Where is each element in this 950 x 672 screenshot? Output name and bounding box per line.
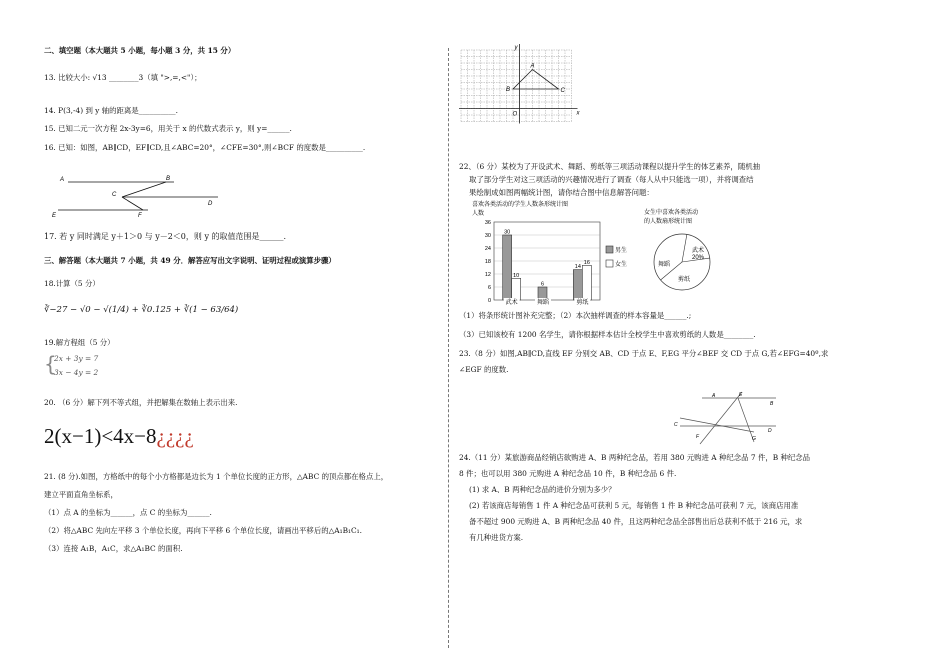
question-21-line2: 建立平面直角坐标系， bbox=[44, 490, 118, 499]
question-24-line2: 8 件；也可以用 380 元购进 A 种纪念品 10 件，B 种纪念品 6 件. bbox=[459, 469, 677, 478]
question-23-line1: 23.（8 分）如图,AB∥CD,直线 EF 分别交 AB、CD 于点 E、F,EG 平分∠BEF 交 CD 于点 G,若∠EFG=40º,求 bbox=[459, 349, 829, 358]
legend-swatch-男生 bbox=[606, 246, 613, 253]
vertex-b-label: B bbox=[506, 87, 511, 93]
label-f: F bbox=[138, 213, 142, 219]
vertex-a-label: A bbox=[530, 63, 535, 70]
y-tick-label: 0 bbox=[487, 298, 491, 304]
x-tick-label: 舞蹈 bbox=[536, 300, 550, 306]
label-d: D bbox=[768, 428, 772, 434]
question-18-expression: ∛−27 − √0 − √(1/4) + ∛0.125 + ∛(1 − 63/64) bbox=[44, 305, 239, 315]
question-24-part2-line2: 备不超过 900 元购进 A、B 两种纪念品 40 件，且这两种纪念品全部售出后总获利不低于 216 元，求 bbox=[469, 517, 803, 526]
bar-女生-武术 bbox=[512, 278, 521, 300]
line-cf bbox=[122, 197, 143, 210]
label-e: E bbox=[52, 213, 57, 219]
label-c: C bbox=[112, 192, 117, 198]
bar-value-label: 14 bbox=[574, 264, 581, 271]
figure-16 bbox=[48, 172, 228, 220]
bar-chart-title: 喜欢各类活动的学生人数条形统计图 bbox=[472, 202, 569, 208]
question-18: 18.计算（5 分） bbox=[44, 279, 100, 288]
x-tick-label: 剪纸 bbox=[576, 300, 589, 306]
equation-2: 3x − 4y = 2 bbox=[54, 368, 99, 377]
pie-slice-label: 舞蹈 bbox=[658, 262, 671, 268]
equation-system-brace: { bbox=[44, 352, 57, 376]
label-g: G bbox=[752, 436, 756, 442]
origin-label: O bbox=[512, 111, 518, 118]
question-22-line1: 22、（6 分）某校为了开设武术、舞蹈、剪纸等三项活动课程以提升学生的体艺素养，随机抽 bbox=[459, 162, 760, 171]
question-20: 20. （6 分）解下列不等式组，并把解集在数轴上表示出来. bbox=[44, 398, 238, 407]
bar-男生-武术 bbox=[503, 235, 512, 300]
bar-value-label: 6 bbox=[540, 281, 545, 288]
question-21-part1: （1）点 A 的坐标为______，点 C 的坐标为______. bbox=[44, 508, 212, 517]
figure-23 bbox=[672, 388, 780, 446]
question-17: 17. 若 y 同时满足 y＋1＞0 与 y－2＜0，则 y 的取值范围是______. bbox=[44, 232, 287, 241]
y-axis-label: y bbox=[514, 45, 518, 51]
y-tick-label: 24 bbox=[484, 246, 491, 252]
column-divider bbox=[448, 48, 449, 648]
line-cg bbox=[680, 418, 754, 432]
y-tick-label: 30 bbox=[484, 233, 491, 239]
question-22-part1: （1）将条形统计图补充完整；（2）本次抽样调查的样本容量是______.; bbox=[459, 311, 692, 320]
pie-chart bbox=[640, 206, 730, 296]
bar-chart-ylabel: 人数 bbox=[472, 211, 485, 217]
question-22-part3: （3）已知该校有 1200 名学生，请你根据样本估计全校学生中喜欢剪纸的人数是________. bbox=[459, 330, 756, 339]
bar-女生-剪纸 bbox=[582, 265, 591, 300]
question-14: 14. P(3,-4) 到 y 轴的距离是__________. bbox=[44, 106, 178, 115]
garbled-chars: ¿¿¿¿ bbox=[156, 424, 194, 448]
question-23-line2: ∠EGF 的度数. bbox=[459, 365, 509, 374]
bar-value-label: 30 bbox=[504, 229, 511, 236]
question-21-part2: （2）将△ABC 先向左平移 3 个单位长度，再向下平移 6 个单位长度，请画出平移后的△A₁B₁C₁. bbox=[44, 526, 362, 535]
bar-value-label: 16 bbox=[583, 259, 590, 266]
question-22-line3: 果绘制成如图两幅统计图，请你结合图中信息解答问题： bbox=[469, 188, 654, 197]
x-axis-label: x bbox=[576, 110, 580, 117]
label-c: C bbox=[674, 422, 678, 428]
bar-男生-剪纸 bbox=[573, 270, 582, 300]
line-ef bbox=[700, 392, 742, 444]
section3-title: 三、解答题（本大题共 7 小题，共 49 分．解答应写出文字说明、证明过程或演算步骤） bbox=[44, 256, 336, 265]
label-f: F bbox=[696, 434, 700, 440]
pie-chart-title-2: 的人数扇形统计图 bbox=[644, 219, 693, 225]
y-tick-label: 18 bbox=[484, 259, 491, 265]
question-22-line2: 取了部分学生对这三项活动的兴趣情况进行了调查（每人从中只能选一项），并将调查结 bbox=[469, 175, 754, 184]
inequality-text: 2(x−1)<4x−8 bbox=[44, 424, 157, 448]
y-tick-label: 6 bbox=[487, 285, 491, 291]
bar-value-label: 10 bbox=[513, 272, 520, 279]
question-16: 16. 已知：如图，AB∥CD，EF∥CD,且∠ABC=20°，∠CFE=30°,则∠BCF 的度数是__________. bbox=[44, 143, 366, 152]
label-e: E bbox=[739, 392, 743, 398]
coordinate-grid-figure bbox=[455, 42, 585, 128]
question-21-part3: （3）连接 A₁B，A₁C，求△A₁BC 的面积. bbox=[44, 544, 183, 553]
question-24-part2-line1: (2) 若该商店每销售 1 件 A 种纪念品可获利 5 元，每销售 1 件 B 种纪念品可获利 7 元，该商店用准 bbox=[469, 501, 799, 510]
legend-label-男生: 男生 bbox=[615, 248, 628, 254]
pie-slice-value: 20% bbox=[692, 255, 705, 261]
label-d: D bbox=[208, 201, 213, 207]
question-15: 15. 已知二元一次方程 2x-3y=6，用关于 x 的代数式表示 y，则 y=______. bbox=[44, 124, 292, 133]
question-24-part1: (1) 求 A、B 两种纪念品的进价分别为多少？ bbox=[469, 485, 616, 494]
pie-slice-label: 武术 bbox=[692, 248, 705, 254]
question-24-line1: 24.（11 分）某旅游商品经销店欲购进 A、B 两种纪念品，若用 380 元购进 A 种纪念品 7 件，B 种纪念品 bbox=[459, 453, 811, 462]
pie-chart-title-1: 女生中喜欢各类活动 bbox=[644, 210, 699, 216]
y-tick-label: 36 bbox=[484, 220, 491, 226]
bar-chart bbox=[470, 198, 640, 316]
legend-swatch-女生 bbox=[606, 260, 613, 267]
label-a: A bbox=[712, 393, 716, 399]
question-19: 19.解方程组（5 分） bbox=[44, 338, 115, 347]
question-20-expression bbox=[44, 424, 194, 449]
y-tick-label: 12 bbox=[484, 272, 491, 278]
question-21-line1: 21. (8 分).如图，方格纸中的每个小方格都是边长为 1 个单位长度的正方形，△ABC 的顶点都在格点上， bbox=[44, 472, 389, 481]
section2-title: 二、填空题（本大题共 5 小题，每小题 3 分，共 15 分） bbox=[44, 46, 236, 55]
label-a: A bbox=[60, 177, 65, 183]
question-13: 13. 比较大小: √13 ________3（填 ">,=,<"）； bbox=[44, 73, 202, 82]
equation-1: 2x + 3y = 7 bbox=[54, 354, 99, 363]
line-bc bbox=[122, 182, 166, 197]
question-24-part2-line3: 有几种进货方案. bbox=[469, 533, 524, 542]
x-tick-label: 武术 bbox=[505, 300, 518, 306]
legend-label-女生: 女生 bbox=[615, 262, 628, 268]
vertex-c-label: C bbox=[560, 88, 565, 94]
pie-slice-label: 剪纸 bbox=[678, 277, 691, 283]
label-b: B bbox=[770, 401, 774, 407]
label-b: B bbox=[166, 176, 171, 182]
